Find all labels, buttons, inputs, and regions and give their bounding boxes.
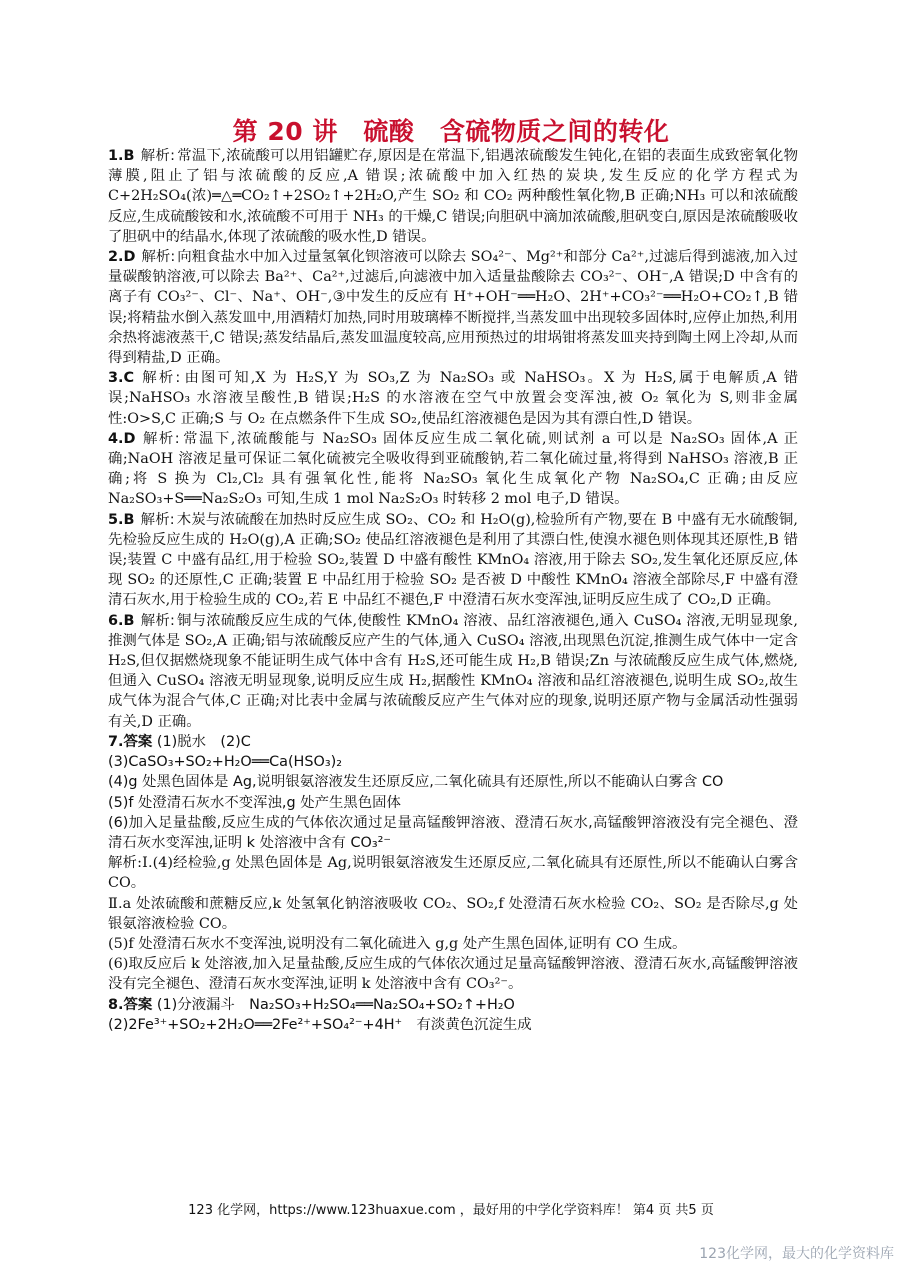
answer-line: (3)CaSO₃+SO₂+H₂O══Ca(HSO₃)₂: [108, 754, 342, 771]
analysis-line: (6)取反应后 k 处溶液,加入足量盐酸,反应生成的气体依次通过足量高锰酸钾溶液、澄清石灰水,高锰酸钾溶液没有完全褪色、澄清石灰水变浑浊,证明 k 处溶液中含有 CO₃²⁻。: [108, 956, 798, 993]
analysis-text: 木炭与浓硫酸在加热时反应生成 SO₂、CO₂ 和 H₂O(g),检验所有产物,要在 B 中盛有无水硫酸铜,先检验反应生成的 H₂O(g),A 正确;SO₂ 使品红溶液褪色是利用了其漂白性,使溴水褪色则体现其还原性,B 错误;装置 C 中盛有品红,用于检验 SO₂,装置 D 中盛有酸性 KMnO₄ 溶液,用于除去 SO₂,发生氧化还原反应,体现 SO₂ 的还原性,C 正确;装置 E 中品红用于检验 SO₂ 是否被 D 中酸性 KMnO₄ 溶液全部除尽,F 中盛有澄清石灰水,用于检验生成的 CO₂,若 E 中品红不褪色,F 中澄清石灰水变浑浊,证明反应生成了 CO₂,D 正确。: [108, 511, 798, 609]
answer-item-1: [108, 146, 798, 247]
analysis-text: 向粗食盐水中加入过量氢氧化钡溶液可以除去 SO₄²⁻、Mg²⁺和部分 Ca²⁺,过滤后得到滤液,加入过量碳酸钠溶液,可以除去 Ba²⁺、Ca²⁺,过滤后,向滤液中加入适量盐酸除去 CO₃²⁻、OH⁻,A 错误;D 中含有的离子有 CO₃²⁻、Cl⁻、Na⁺、OH⁻,③中发生的反应有 H⁺+OH⁻══H₂O、2H⁺+CO₃²⁻══H₂O+CO₂↑,B 错误;将精盐水倒入蒸发皿中,用酒精灯加热,同时用玻璃棒不断搅拌,当蒸发皿中出现较多固体时,应停止加热,利用余热将滤液蒸干,C 错误;蒸发结晶后,蒸发皿温度较高,应用预热过的坩埚钳将蒸发皿夹持到陶土网上冷却,从而得到精盐,D 正确。: [108, 249, 798, 367]
item-number: 4.D: [108, 430, 136, 447]
answer-item-3: [108, 368, 798, 429]
answer-line: (4)g 处黑色固体是 Ag,说明银氨溶液发生还原反应,二氧化硫具有还原性,所以不能确认白雾含 CO: [108, 774, 724, 791]
item-number: 3.C: [108, 370, 135, 387]
analysis-text: 由图可知,X 为 H₂S,Y 为 SO₃,Z 为 Na₂SO₃ 或 NaHSO₃。X 为 H₂S,属于电解质,A 错误;NaHSO₃ 水溶液呈酸性,B 错误;H₂S 的水溶液在空气中放置会变浑浊,被 O₂ 氧化为 S,则非金属性:O>S,C 正确;S 与 O₂ 在点燃条件下生成 SO₂,使品红溶液褪色是因为其有漂白性,D 错误。: [108, 370, 798, 427]
answer-line: (5)f 处澄清石灰水不变浑浊,g 处产生黑色固体: [108, 794, 401, 811]
site-watermark: 123化学网，最大的化学资料库: [699, 1246, 894, 1262]
analysis-label: 解析:: [140, 511, 175, 528]
answer-item-6: [108, 611, 798, 732]
analysis-label: 解析:: [141, 249, 176, 266]
answer-item-4: [108, 429, 798, 510]
page-footer: 123 化学网，https://www.123huaxue.com ，最好用的中学化学资料库！ 第4 页 共5 页: [188, 1203, 714, 1218]
answer-line: [108, 995, 798, 1015]
item-number: 5.B: [108, 511, 135, 528]
analysis-text: 铜与浓硫酸反应生成的气体,使酸性 KMnO₄ 溶液、品红溶液褪色,通入 CuSO₄ 溶液,无明显现象,推测气体是 SO₂,A 正确;铝与浓硫酸反应产生的气体,通入 CuSO₄ 溶液,出现黑色沉淀,推测生成气体中一定含 H₂S,但仅据燃烧现象不能证明生成气体中含有 H₂S,还可能生成 H₂,B 错误;Zn 与浓硫酸反应生成气体,燃烧,但通入 CuSO₄ 溶液无明显现象,说明反应生成 H₂,据酸性 KMnO₄ 溶液和品红溶液褪色,说明生成 SO₂,故生成气体为混合气体,C 正确;对比表中金属与浓硫酸反应产生气体对应的现象,说明还原产物与金属活动性强弱有关,D 正确。: [108, 612, 798, 730]
answer-item-2: [108, 247, 798, 368]
analysis-label: 解析:: [140, 612, 175, 629]
page-title: 第 20 讲 硫酸 含硫物质之间的转化: [232, 117, 670, 146]
answer-line: (2)2Fe³⁺+SO₂+2H₂O══2Fe²⁺+SO₄²⁻+4H⁺ 有淡黄色沉淀生成: [108, 1016, 532, 1033]
answer-text: (1)脱水 (2)C: [156, 733, 251, 750]
answer-content: [108, 146, 798, 1035]
analysis-label: 解析:: [140, 148, 175, 164]
answer-text: (1)分液漏斗 Na₂SO₃+H₂SO₄══Na₂SO₄+SO₂↑+H₂O: [156, 996, 515, 1013]
analysis-label: 解析:: [140, 370, 181, 387]
item-number: 1.B: [108, 148, 135, 164]
answer-heading: 8.答案: [108, 996, 153, 1013]
answer-line: (6)加入足量盐酸,反应生成的气体依次通过足量高锰酸钾溶液、澄清石灰水,高锰酸钾溶液没有完全褪色、澄清石灰水变浑浊,证明 k 处溶液中含有 CO₃²⁻: [108, 814, 798, 851]
analysis-text: 常温下,浓硫酸可以用铝罐贮存,原因是在常温下,铝遇浓硫酸发生钝化,在铝的表面生成致密氧化物薄膜,阻止了铝与浓硫酸的反应,A 错误;浓硫酸中加入红热的炭块,发生反应的化学方程式为 C+2H₂SO₄(浓)═△═CO₂↑+2SO₂↑+2H₂O,产生 SO₂ 和 CO₂ 两种酸性氧化物,B 正确;NH₃ 可以和浓硫酸反应,生成硫酸铵和水,浓硫酸不可用于 NH₃ 的干燥,C 错误;向胆矾中滴加浓硫酸,胆矾变白,原因是浓硫酸吸收了胆矾中的结晶水,体现了浓硫酸的吸水性,D 错误。: [108, 148, 798, 245]
analysis-label: 解析:: [141, 430, 180, 447]
answer-line: [108, 732, 798, 752]
analysis-line: 解析:Ⅰ.(4)经检验,g 处黑色固体是 Ag,说明银氨溶液发生还原反应,二氧化硫具有还原性,所以不能确认白雾含 CO。: [108, 855, 798, 892]
answer-item-5: [108, 510, 798, 611]
analysis-line: (5)f 处澄清石灰水不变浑浊,说明没有二氧化硫进入 g,g 处产生黑色固体,证明有 CO 生成。: [108, 935, 687, 952]
item-number: 6.B: [108, 612, 135, 629]
answer-item-8: [108, 995, 798, 1035]
analysis-line: Ⅱ.a 处浓硫酸和蔗糖反应,k 处氢氧化钠溶液吸收 CO₂、SO₂,f 处澄清石灰水检验 CO₂、SO₂ 是否除尽,g 处银氨溶液检验 CO。: [108, 895, 798, 932]
answer-heading: 7.答案: [108, 733, 153, 750]
item-number: 2.D: [108, 249, 136, 266]
answer-item-7: [108, 732, 798, 995]
analysis-text: 常温下,浓硫酸能与 Na₂SO₃ 固体反应生成二氧化硫,则试剂 a 可以是 Na₂SO₃ 固体,A 正确;NaOH 溶液足量可保证二氧化硫被完全吸收得到亚硫酸钠,若二氧化硫过量,将得到 NaHSO₃ 溶液,B 正确;将 S 换为 Cl₂,Cl₂ 具有强氧化性,能将 Na₂SO₃ 氧化生成氧化产物 Na₂SO₄,C 正确;由反应 Na₂SO₃+S══Na₂S₂O₃ 可知,生成 1 mol Na₂S₂O₃ 时转移 2 mol 电子,D 错误。: [108, 430, 798, 508]
